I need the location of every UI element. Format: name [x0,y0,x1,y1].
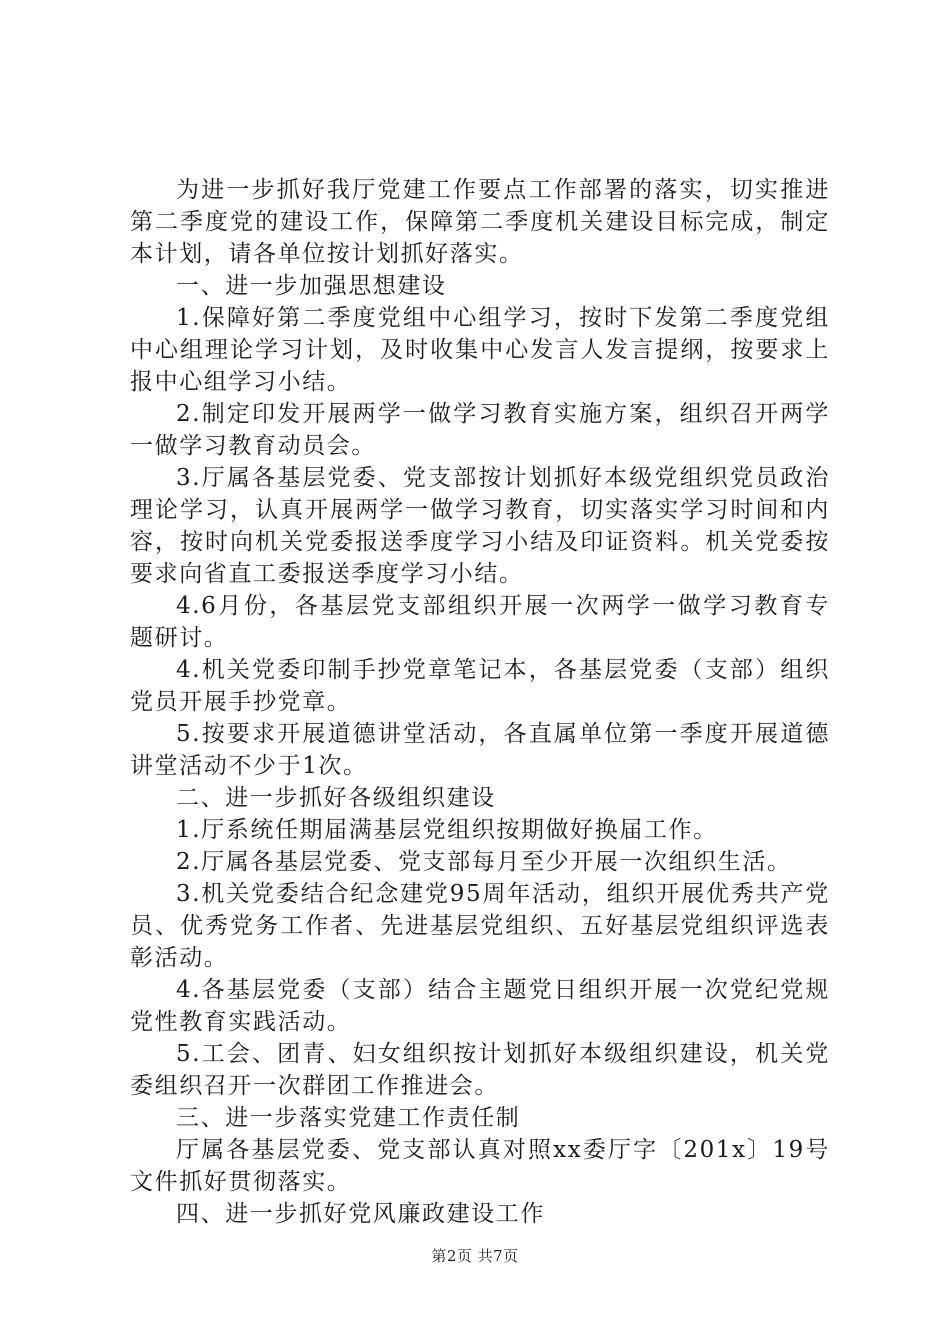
list-item: 3.机关党委结合纪念建党95周年活动，组织开展优秀共产党员、优秀党务工作者、先进基层党组织、五好基层党组织评选表彰活动。 [130,881,830,971]
list-item: 5.工会、团青、妇女组织按计划抓好本级组织建设，机关党委组织召开一次群团工作推进会。 [130,1041,830,1099]
section-heading-3: 三、进一步落实党建工作责任制 [176,1105,521,1131]
list-item: 1.保障好第二季度党组中心组学习，按时下发第二季度党组中心组理论学习计划，及时收集中心发言人发言提纲，按要求上报中心组学习小结。 [130,305,830,395]
intro-paragraph: 为进一步抓好我厅党建工作要点工作部署的落实，切实推进第二季度党的建设工作，保障第二季度机关建设目标完成，制定本计划，请各单位按计划抓好落实。 [130,177,830,267]
section-heading-1: 一、进一步加强思想建设 [176,273,447,299]
list-item: 1.厅系统任期届满基层党组织按期做好换届工作。 [176,817,718,843]
list-item: 5.按要求开展道德讲堂活动，各直属单位第一季度开展道德讲堂活动不少于1次。 [130,721,830,779]
list-item: 4.各基层党委（支部）结合主题党日组织开展一次党纪党规党性教育实践活动。 [130,977,830,1035]
page-number-footer: 第2页 共7页 [431,1247,519,1265]
list-item: 2.厅属各基层党委、党支部每月至少开展一次组织生活。 [176,849,792,875]
section-heading-4: 四、进一步抓好党风廉政建设工作 [176,1201,545,1227]
document-body [130,174,830,1230]
list-item: 4.机关党委印制手抄党章笔记本，各基层党委（支部）组织党员开展手抄党章。 [130,657,830,715]
section-heading-2: 二、进一步抓好各级组织建设 [176,785,496,811]
list-item: 4.6月份，各基层党支部组织开展一次两学一做学习教育专题研讨。 [130,593,830,651]
body-paragraph: 厅属各基层党委、党支部认真对照xx委厅字〔201x〕19号文件抓好贯彻落实。 [130,1137,830,1195]
list-item: 2.制定印发开展两学一做学习教育实施方案，组织召开两学一做学习教育动员会。 [130,401,830,459]
list-item: 3.厅属各基层党委、党支部按计划抓好本级党组织党员政治理论学习，认真开展两学一做学习教育，切实落实学习时间和内容，按时向机关党委报送季度学习小结及印证资料。机关党委按要求向省直工委报送季度学习小结。 [130,465,830,587]
